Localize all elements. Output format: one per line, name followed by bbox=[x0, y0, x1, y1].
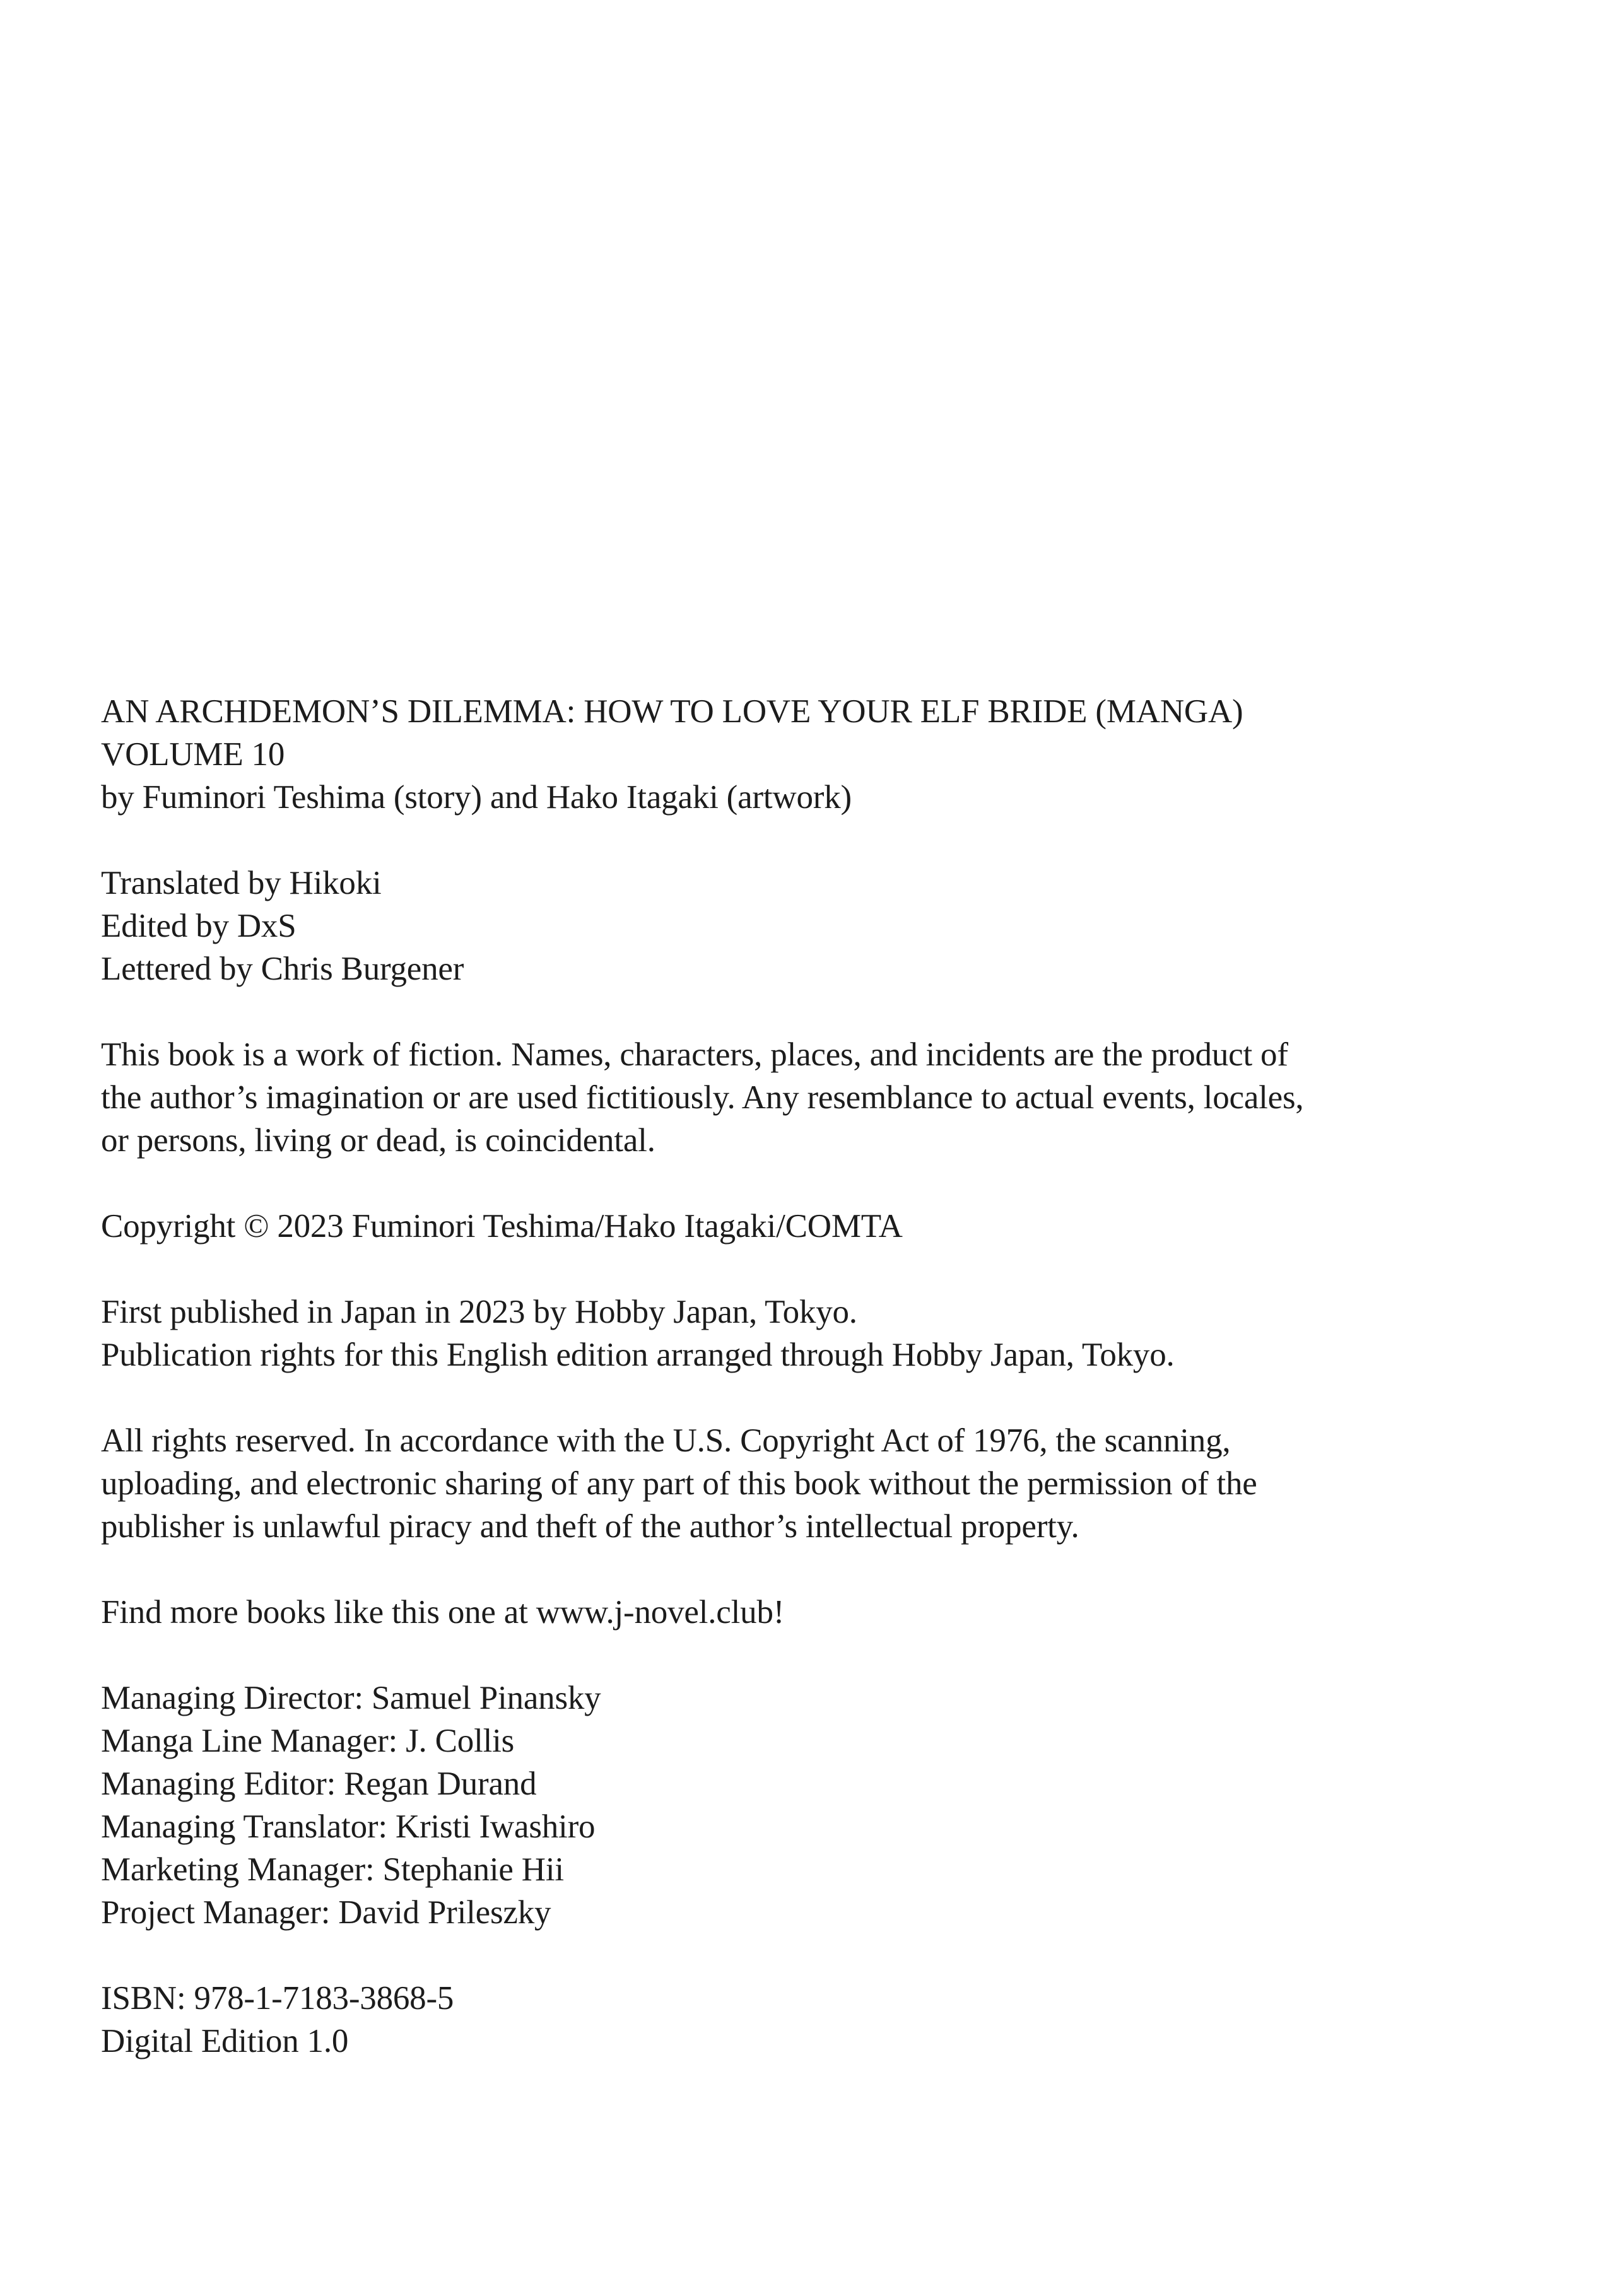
staff-block bbox=[101, 1677, 1546, 1934]
text-line: Manga Line Manager: J. Collis bbox=[101, 1723, 515, 1759]
text-line: VOLUME 10 bbox=[101, 736, 285, 773]
text-line: All rights reserved. In accordance with the U.S. Copyright Act of 1976, the scanning, bbox=[101, 1422, 1231, 1459]
text-line: Managing Translator: Kristi Iwashiro bbox=[101, 1808, 596, 1845]
isbn-block bbox=[101, 1977, 1546, 2063]
text-line: Lettered by Chris Burgener bbox=[101, 951, 464, 987]
text-line: Publication rights for this English edition arranged through Hobby Japan, Tokyo. bbox=[101, 1337, 1175, 1373]
text-line: Edited by DxS bbox=[101, 908, 297, 944]
copyright-block bbox=[101, 1205, 1546, 1248]
fiction-disclaimer-block bbox=[101, 1033, 1546, 1162]
text-line: Digital Edition 1.0 bbox=[101, 2023, 349, 2059]
text-line: by Fuminori Teshima (story) and Hako Itagaki (artwork) bbox=[101, 779, 852, 816]
text-line: ISBN: 978-1-7183-3868-5 bbox=[101, 1980, 454, 2017]
text-line: AN ARCHDEMON’S DILEMMA: HOW TO LOVE YOUR ELF BRIDE (MANGA) bbox=[101, 693, 1243, 730]
book-title-block bbox=[101, 690, 1546, 819]
text-line: This book is a work of fiction. Names, characters, places, and incidents are the product of bbox=[101, 1036, 1288, 1073]
text-content bbox=[101, 690, 1546, 2063]
text-line: Marketing Manager: Stephanie Hii bbox=[101, 1851, 564, 1888]
text-line: Copyright © 2023 Fuminori Teshima/Hako Itagaki/COMTA bbox=[101, 1208, 903, 1245]
text-line: Find more books like this one at www.j-novel.club! bbox=[101, 1594, 785, 1631]
text-line: uploading, and electronic sharing of any part of this book without the permission of the bbox=[101, 1465, 1257, 1502]
text-line: or persons, living or dead, is coincidental. bbox=[101, 1122, 655, 1159]
text-line: Translated by Hikoki bbox=[101, 865, 382, 901]
text-line: publisher is unlawful piracy and theft of the author’s intellectual property. bbox=[101, 1508, 1079, 1545]
text-line: the author’s imagination or are used fictitiously. Any resemblance to actual events, locales, bbox=[101, 1079, 1304, 1116]
publication-block bbox=[101, 1291, 1546, 1376]
find-more-books-block bbox=[101, 1591, 1546, 1634]
rights-reserved-block bbox=[101, 1419, 1546, 1548]
text-line: Managing Editor: Regan Durand bbox=[101, 1766, 537, 1802]
text-line: Project Manager: David Prileszky bbox=[101, 1894, 551, 1931]
text-line: First published in Japan in 2023 by Hobby Japan, Tokyo. bbox=[101, 1294, 857, 1330]
credits-block bbox=[101, 862, 1546, 990]
text-line: Managing Director: Samuel Pinansky bbox=[101, 1680, 601, 1716]
